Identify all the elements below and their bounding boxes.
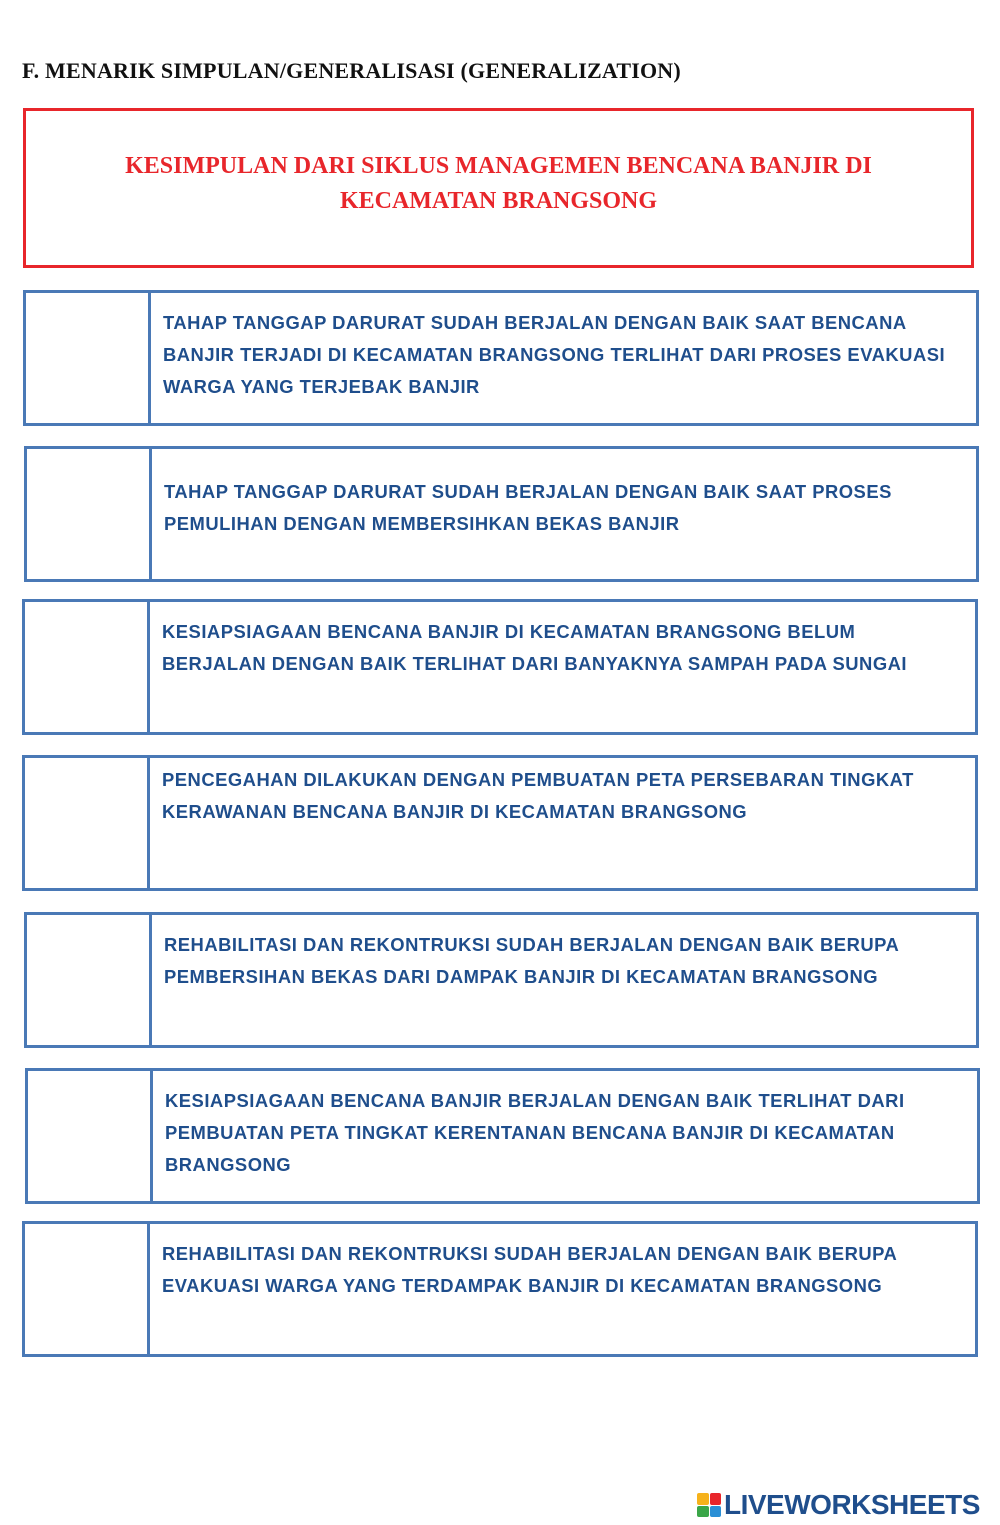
answer-drop-box[interactable] xyxy=(25,758,150,888)
statement-text: KESIAPSIAGAAN BENCANA BANJIR DI KECAMATAN BRANGSONG BELUM BERJALAN DENGAN BAIK TERLIHAT DARI BANYAKNYA SAMPAH PADA SUNGAI xyxy=(162,621,908,674)
liveworksheets-logo-text: LIVEWORKSHEETS xyxy=(724,1489,980,1520)
statement-text: REHABILITASI DAN REKONTRUKSI SUDAH BERJALAN DENGAN BAIK BERUPA EVAKUASI WARGA YANG TERDAMPAK BANJIR DI KECAMATAN BRANGSONG xyxy=(162,1243,897,1296)
section-title: F. MENARIK SIMPULAN/GENERALISASI (GENERALIZATION) xyxy=(22,58,681,83)
statement-row xyxy=(25,1068,980,1204)
answer-drop-box[interactable] xyxy=(26,293,151,423)
statement-text: KESIAPSIAGAAN BENCANA BANJIR BERJALAN DENGAN BAIK TERLIHAT DARI PEMBUATAN PETA TINGKAT KERENTANAN BENCANA BANJIR DI KECAMATAN BRANGSONG xyxy=(165,1090,905,1175)
statement-row xyxy=(23,290,979,426)
answer-drop-box[interactable] xyxy=(25,602,150,732)
statement-row xyxy=(24,912,979,1048)
statement-text: TAHAP TANGGAP DARURAT SUDAH BERJALAN DENGAN BAIK SAAT PROSES PEMULIHAN DENGAN MEMBERSIHKAN BEKAS BANJIR xyxy=(164,481,892,534)
liveworksheets-logo xyxy=(697,1489,980,1521)
conclusion-header-text xyxy=(69,149,929,219)
answer-drop-box[interactable] xyxy=(25,1224,150,1354)
statement-text: REHABILITASI DAN REKONTRUKSI SUDAH BERJALAN DENGAN BAIK BERUPA PEMBERSIHAN BEKAS DARI DAMPAK BANJIR DI KECAMATAN BRANGSONG xyxy=(164,934,899,987)
statement-row xyxy=(22,755,978,891)
statement-row xyxy=(22,599,978,735)
header-line-1: KESIMPULAN DARI SIKLUS MANAGEMEN BENCANA BANJIR DI xyxy=(125,153,872,179)
conclusion-header-box xyxy=(23,108,974,268)
liveworksheets-logo-icon xyxy=(697,1493,721,1517)
answer-drop-box[interactable] xyxy=(27,449,152,579)
statement-text: PENCEGAHAN DILAKUKAN DENGAN PEMBUATAN PETA PERSEBARAN TINGKAT KERAWANAN BENCANA BANJIR DI KECAMATAN BRANGSONG xyxy=(162,769,914,822)
answer-drop-box[interactable] xyxy=(27,915,152,1045)
statement-text: TAHAP TANGGAP DARURAT SUDAH BERJALAN DENGAN BAIK SAAT BENCANA BANJIR TERJADI DI KECAMATAN BRANGSONG TERLIHAT DARI PROSES EVAKUASI WARGA YANG TERJEBAK BANJIR xyxy=(163,312,946,397)
header-line-2: KECAMATAN BRANGSONG xyxy=(339,188,658,214)
statement-row xyxy=(24,446,979,582)
answer-drop-box[interactable] xyxy=(28,1071,153,1201)
statement-row xyxy=(22,1221,978,1357)
